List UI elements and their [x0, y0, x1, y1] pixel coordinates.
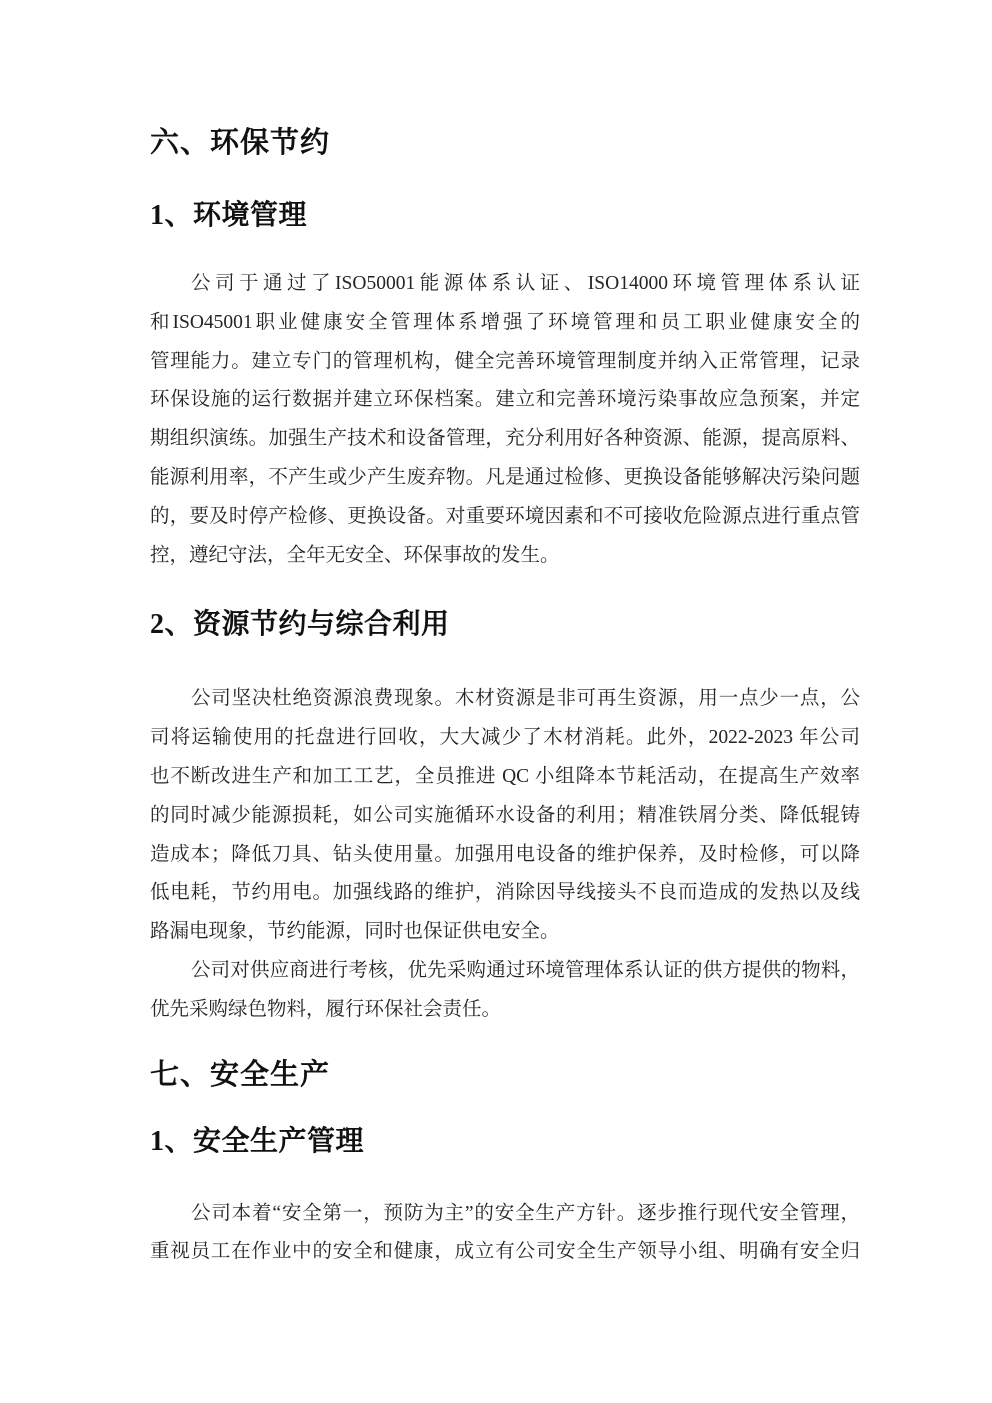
- paragraph-line: 司将运输使用的托盘进行回收，大大减少了木材消耗。此外，2022-2023 年公司: [150, 727, 860, 749]
- paragraph-line: 低电耗，节约用电。加强线路的维护，消除因导线接头不良而造成的发热以及线: [150, 882, 860, 904]
- paragraph-line: 路漏电现象，节约能源，同时也保证供电安全。: [150, 921, 560, 943]
- paragraph-safety-management: [150, 1195, 860, 1273]
- paragraph-line: 和ISO45001职业健康安全管理体系增强了环境管理和员工职业健康安全的: [150, 311, 860, 333]
- paragraph-line: 的同时减少能源损耗，如公司实施循环水设备的利用；精准铁屑分类、降低辊铸: [150, 804, 860, 826]
- chapter-heading-environment: 六、环保节约: [150, 127, 331, 159]
- paragraph-line: 重视员工在作业中的安全和健康，成立有公司安全生产领导小组、明确有安全归: [150, 1241, 860, 1263]
- paragraph-line: 的，要及时停产检修、更换设备。对重要环境因素和不可接收危险源点进行重点管: [150, 505, 860, 527]
- paragraph-supplier-assessment: [150, 952, 860, 1030]
- document-content: [150, 125, 860, 1272]
- paragraph-line: 期组织演练。加强生产技术和设备管理，充分利用好各种资源、能源，提高原料、: [150, 428, 860, 450]
- section-heading-safety-management: 1、安全生产管理: [150, 1125, 365, 1157]
- paragraph-line: 公司于通过了ISO50001能源体系认证、ISO14000环境管理体系认证: [191, 273, 860, 294]
- paragraph-line: 能源利用率，不产生或少产生废弃物。凡是通过检修、更换设备能够解决污染问题: [150, 466, 860, 488]
- section-heading-resource-conservation: 2、资源节约与综合利用: [150, 609, 450, 641]
- paragraph-line: 环保设施的运行数据并建立环保档案。建立和完善环境污染事故应急预案，并定: [150, 389, 860, 411]
- paragraph-line: 优先采购绿色物料，履行环保社会责任。: [150, 998, 502, 1020]
- paragraph-line: 公司本着“安全第一，预防为主”的安全生产方针。逐步推行现代安全管理，: [191, 1202, 860, 1224]
- paragraph-line: 造成本；降低刀具、钻头使用量。加强用电设备的维护保养，及时检修，可以降: [150, 843, 860, 865]
- section-heading-environment-management: 1、环境管理: [150, 200, 308, 231]
- paragraph-line: 公司对供应商进行考核，优先采购通过环境管理体系认证的供方提供的物料，: [191, 959, 860, 981]
- paragraph-environment-management: [150, 265, 860, 575]
- paragraph-resource-conservation: [150, 680, 860, 952]
- chapter-heading-safety: 七、安全生产: [150, 1058, 331, 1091]
- paragraph-line: 公司坚决杜绝资源浪费现象。木材资源是非可再生资源，用一点少一点，公: [191, 688, 860, 710]
- paragraph-line: 也不断改进生产和加工工艺，全员推进 QC 小组降本节耗活动，在提高生产效率: [150, 765, 860, 787]
- paragraph-line: 管理能力。建立专门的管理机构，健全完善环境管理制度并纳入正常管理，记录: [150, 350, 860, 372]
- paragraph-line: 控，遵纪守法，全年无安全、环保事故的发生。: [150, 544, 560, 566]
